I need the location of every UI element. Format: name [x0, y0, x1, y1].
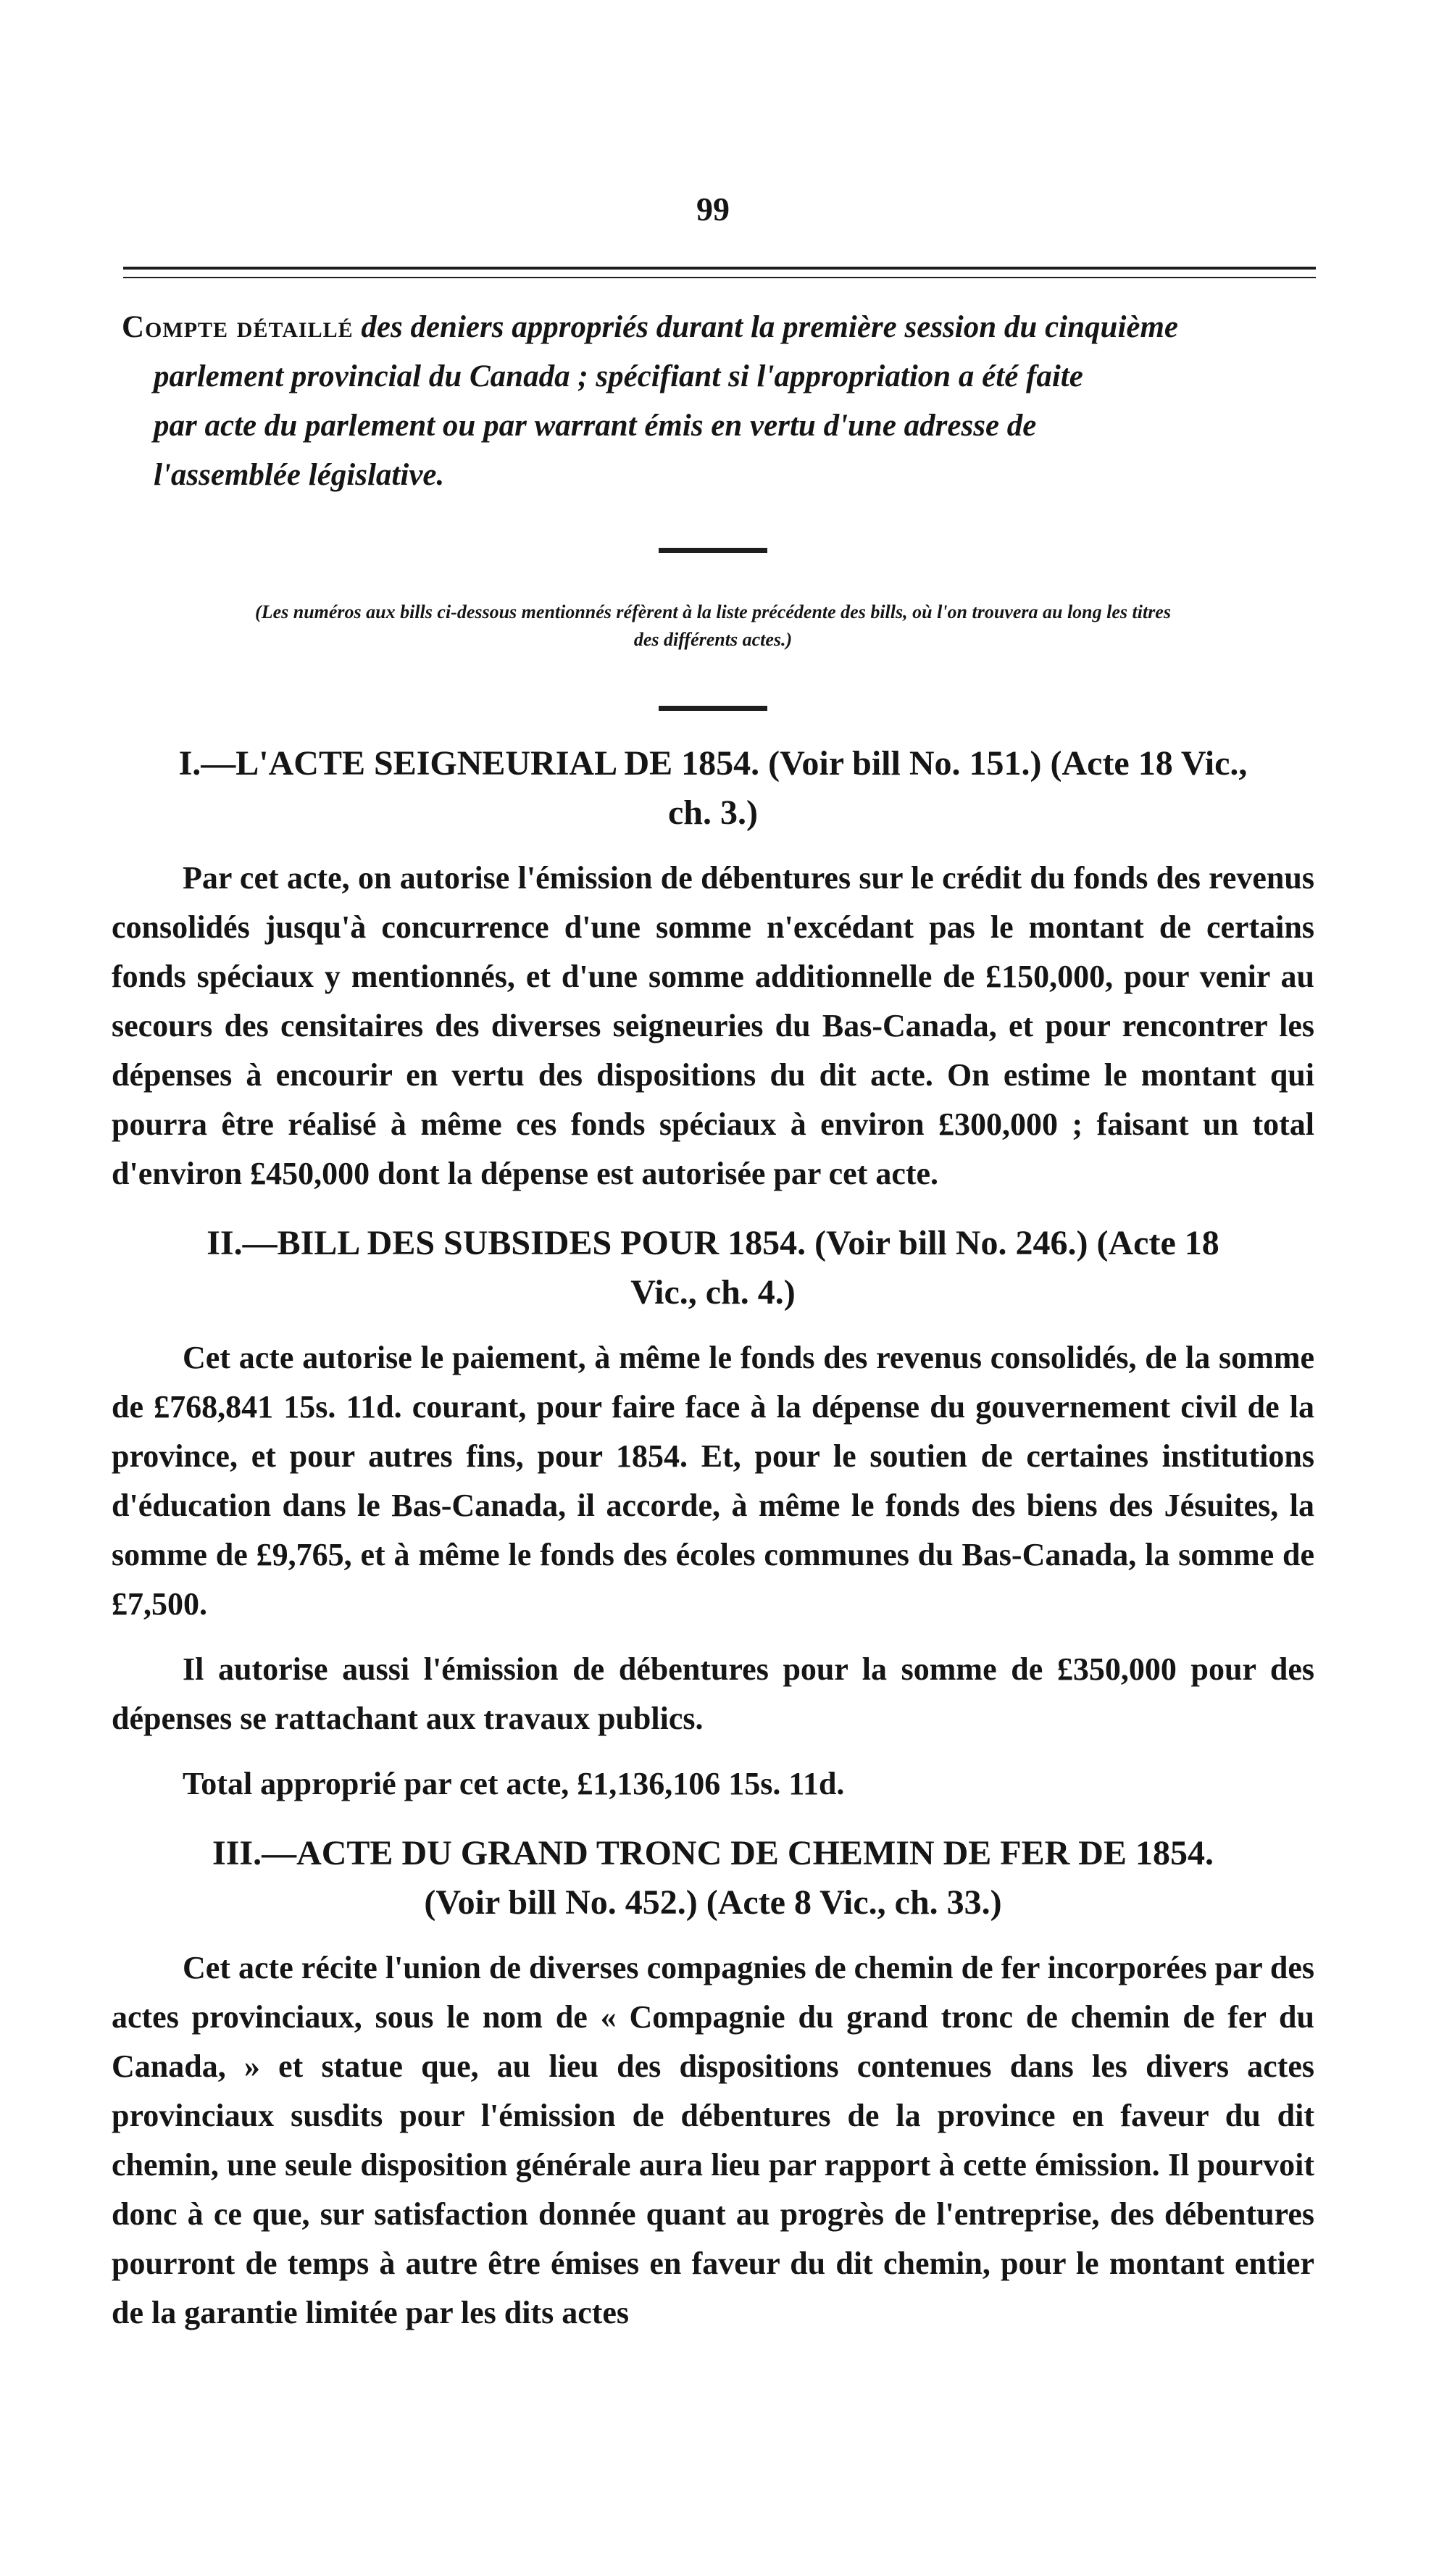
page-number: 99: [696, 191, 730, 228]
section-heading-line-1: II.—BILL DES SUBSIDES POUR 1854. (Voir bill No. 246.) (Acte 18: [207, 1224, 1219, 1262]
section-heading-line-2: Vic., ch. 4.): [630, 1273, 796, 1312]
section-paragraph: Il autorise aussi l'émission de débentures pour la somme de £350,000 pour des dépenses se rattachant aux travaux publics.: [112, 1651, 1314, 1736]
section-heading: [112, 1219, 1314, 1317]
section-paragraph: Cet acte récite l'union de diverses compagnies de chemin de fer incorporées par des actes provinciaux, sous le nom de « Compagnie du grand tronc de chemin de fer du Canada, » et statue que, au lieu des dispositions contenues dans les divers actes provinciaux susdits pour l'émission de débentures de la province en faveur du dit chemin, une seule disposition générale aura lieu par rapport à cette émission. Il pourvoit donc à ce que, sur satisfaction donnée quant au progrès de l'entreprise, des débentures pourront de temps à autre être émises en faveur du dit chemin, pour le montant entier de la garantie limitée par les dits actes: [112, 1950, 1314, 2330]
document-title: [122, 303, 1317, 500]
section-total: Total approprié par cet acte, £1,136,106 15s. 11d.: [183, 1766, 845, 1801]
section-heading-line-2: (Voir bill No. 452.) (Acte 8 Vic., ch. 33.): [424, 1883, 1002, 1922]
note-line-2: des différents actes.): [633, 629, 793, 650]
reference-note: [112, 599, 1314, 654]
title-lead: Compte détaillé: [122, 310, 354, 344]
section-heading: [112, 1829, 1314, 1927]
header-double-rule: [123, 267, 1316, 278]
divider-rule-bottom: [659, 706, 767, 711]
document-body: [112, 739, 1314, 2338]
section-heading-line-1: III.—ACTE DU GRAND TRONC DE CHEMIN DE FER DE 1854.: [212, 1834, 1214, 1872]
section-bill-des-subsides: [112, 1219, 1314, 1809]
title-line-4: l'assemblée législative.: [154, 458, 445, 492]
title-line-2: parlement provincial du Canada ; spécifiant si l'appropriation a été faite: [154, 359, 1083, 393]
section-heading-line-2: ch. 3.): [668, 793, 758, 832]
section-heading-line-1: I.—L'ACTE SEIGNEURIAL DE 1854. (Voir bill No. 151.) (Acte 18 Vic.,: [178, 744, 1248, 783]
note-line-1: (Les numéros aux bills ci-dessous mentionnés réfèrent à la liste précédente des bills, où l'on trouvera au long les titres: [255, 601, 1171, 622]
section-acte-seigneurial: [112, 739, 1314, 1199]
divider-rule-top: [659, 548, 767, 553]
section-paragraph: Cet acte autorise le paiement, à même le fonds des revenus consolidés, de la somme de £768,841 15s. 11d. courant, pour faire face à la dépense du gouvernement civil de la province, et pour autres fins, pour 1854. Et, pour le soutien de certaines institutions d'éducation dans le Bas-Canada, il accorde, à même le fonds des biens des Jésuites, la somme de £9,765, et à même le fonds des écoles communes du Bas-Canada, la somme de £7,500.: [112, 1340, 1314, 1622]
title-line-1: des deniers appropriés durant la première session du cinquième: [361, 310, 1179, 344]
title-line-3: par acte du parlement ou par warrant émis en vertu d'une adresse de: [154, 409, 1037, 443]
section-heading: [112, 739, 1314, 838]
section-paragraph: Par cet acte, on autorise l'émission de débentures sur le crédit du fonds des revenus consolidés jusqu'à concurrence d'une somme n'excédant pas le montant de certains fonds spéciaux y mentionnés, et d'une somme additionnelle de £150,000, pour venir au secours des censitaires des diverses seigneuries du Bas-Canada, et pour rencontrer les dépenses à encourir en vertu des dispositions du dit acte. On estime le montant qui pourra être réalisé à même ces fonds spéciaux à environ £300,000 ; faisant un total d'environ £450,000 dont la dépense est autorisée par cet acte.: [112, 860, 1314, 1191]
section-grand-tronc: [112, 1829, 1314, 2338]
